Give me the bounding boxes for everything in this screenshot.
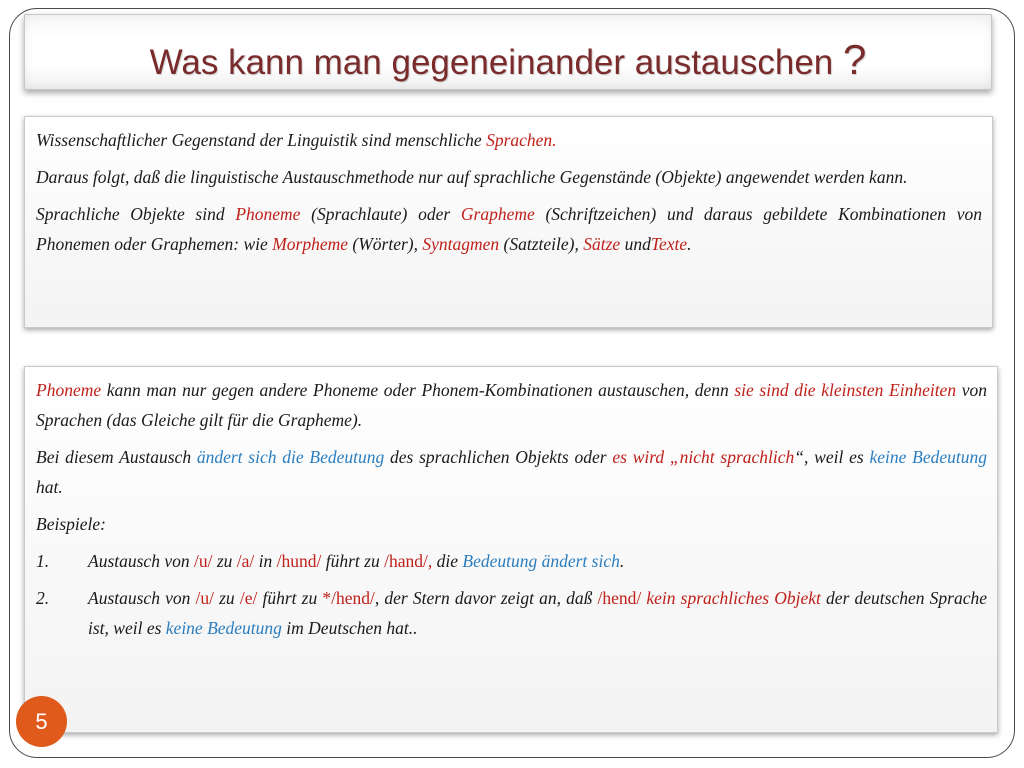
highlight-phoneme: Phoneme bbox=[235, 204, 301, 224]
highlight-keine-bedeutung: keine Bedeutung bbox=[869, 447, 987, 467]
page-number-badge: 5 bbox=[16, 696, 67, 747]
paragraph-gegenstand: Wissenschaftlicher Gegenstand der Linguistik sind menschliche Sprachen. bbox=[36, 130, 557, 150]
example-item-2: 2. Austausch von /u/ zu /e/ führt zu */hend/, der Stern davor zeigt an, daß /hend/ kein sprachliches Objekt der deutschen Sprache ist, weil es keine Bedeutung im Deutschen hat.. bbox=[36, 583, 987, 643]
list-number: 1. bbox=[36, 551, 50, 571]
highlight-morpheme: Morpheme bbox=[272, 234, 349, 254]
paragraph-bedeutung: Bei diesem Austausch ändert sich die Bedeutung des sprachlichen Objekts oder es wird „nicht sprachlich“, weil es keine Bedeutung hat. bbox=[36, 447, 987, 497]
examples-text-box bbox=[24, 366, 998, 733]
definition-text-box bbox=[24, 116, 993, 328]
slide-title-text: Was kann man gegeneinander austauschen bbox=[149, 43, 834, 82]
highlight-saetze: Sätze bbox=[583, 234, 621, 254]
paragraph-austauschmethode: Daraus folgt, daß die linguistische Austauschmethode nur auf sprachliche Gegenstände (Objekte) angewendet werden kann. bbox=[36, 167, 908, 187]
highlight-syntagmen: Syntagmen bbox=[422, 234, 500, 254]
paragraph-sprachliche-objekte: Sprachliche Objekte sind Phoneme (Sprachlaute) oder Grapheme (Schriftzeichen) und daraus gebildete Kombinationen von Phonemen oder Graphemen: wie Morpheme (Wörter), Syntagmen (Satzteile), Sätze undTexte. bbox=[36, 204, 982, 254]
example-item-1: 1. Austausch von /u/ zu /a/ in /hund/ führt zu /hand/, die Bedeutung ändert sich. bbox=[36, 546, 987, 576]
highlight-nicht-sprachlich: es wird „nicht sprachlich bbox=[612, 447, 795, 467]
highlight-kleinste-einheiten: sie sind die kleinsten Einheiten bbox=[734, 380, 957, 400]
paragraph-beispiele: Beispiele: bbox=[36, 514, 106, 534]
title-question-mark: ? bbox=[843, 36, 867, 83]
paragraph-phoneme-austausch: Phoneme kann man nur gegen andere Phoneme oder Phonem-Kombinationen austauschen, denn sie sind die kleinsten Einheiten von Sprachen (das Gleiche gilt für die Grapheme). bbox=[36, 380, 987, 430]
list-number: 2. bbox=[36, 588, 50, 608]
title-bar bbox=[24, 14, 992, 90]
highlight-texte: Texte bbox=[650, 234, 688, 254]
slide-title bbox=[25, 36, 991, 83]
highlight-grapheme: Grapheme bbox=[460, 204, 535, 224]
highlight-sprachen: Sprachen. bbox=[486, 130, 557, 150]
highlight-aendert-bedeutung: ändert sich die Bedeutung bbox=[196, 447, 385, 467]
